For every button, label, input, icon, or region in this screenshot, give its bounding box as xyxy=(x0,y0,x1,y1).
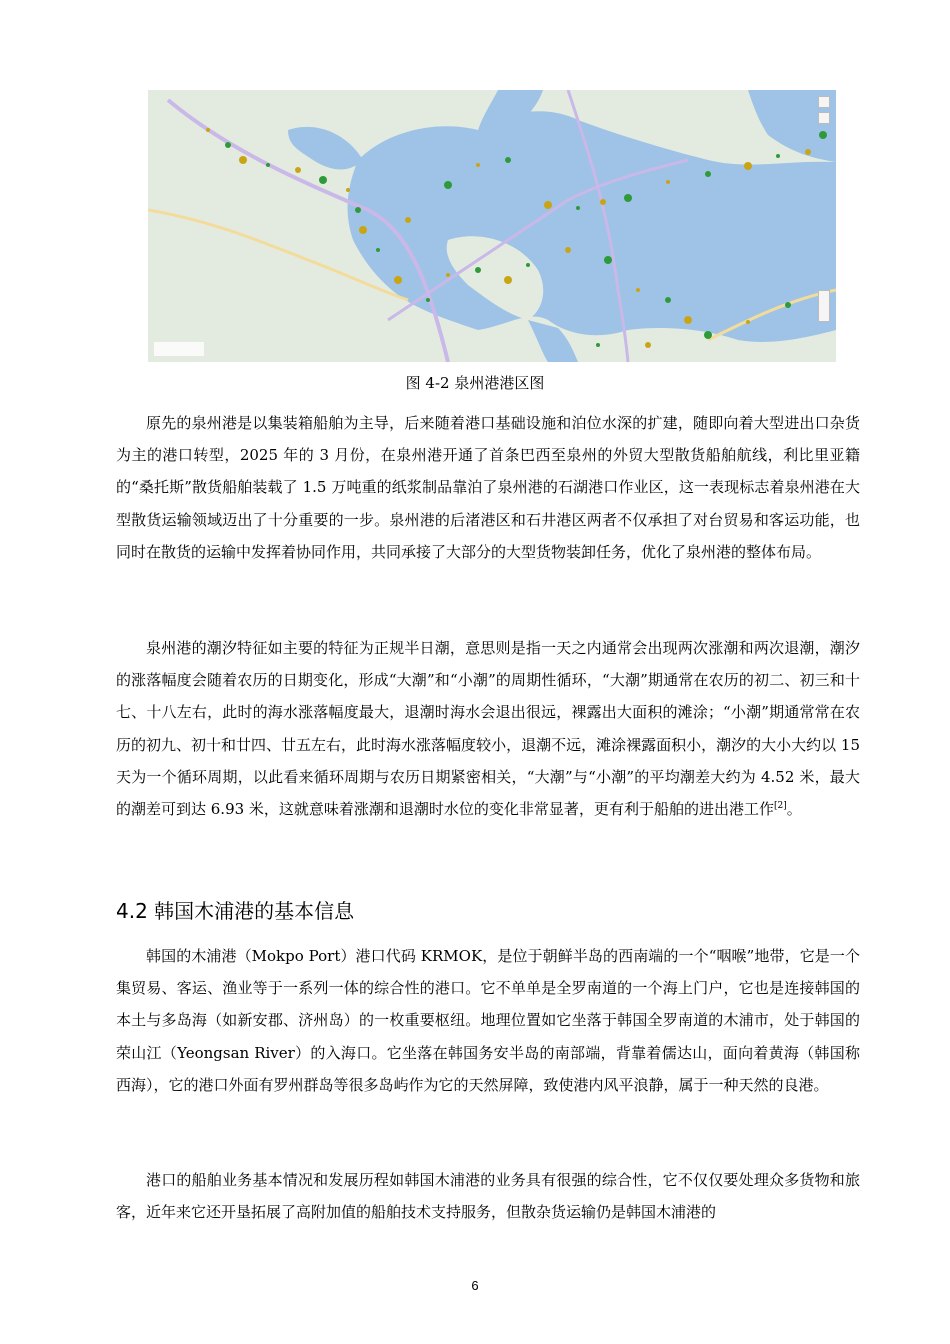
ship-marker xyxy=(665,297,671,303)
ship-marker xyxy=(785,302,791,308)
ship-marker xyxy=(426,298,430,302)
ship-marker xyxy=(295,167,301,173)
ship-marker xyxy=(319,176,327,184)
ship-marker xyxy=(475,267,481,273)
ship-marker xyxy=(346,188,350,192)
ship-marker xyxy=(446,273,450,277)
figure-caption: 图 4-2 泉州港港区图 xyxy=(405,374,545,392)
paragraph-1: 原先的泉州港是以集装箱船舶为主导，后来随着港口基础设施和泊位水深的扩建，随即向着大型进出口杂货为主的港口转型，2025 年的 3 月份，在泉州港开通了首条巴西至泉州的外贸大型散货船舶航线，利比里亚籍的“桑托斯”散货船舶装载了 1.5 万吨重的纸浆制品靠泊了泉州港的石湖港口作业区，这一表现标志着泉州港在大型散货运输领域迈出了十分重要的一步。泉州港的后渚港区和石井港区两者不仅承担了对台贸易和客运功能，也同时在散货的运输中发挥着协同作用，共同承接了大部分的大型货物装卸任务，优化了泉州港的整体布局。 xyxy=(116,414,860,561)
paragraph-3: 韩国的木浦港（Mokpo Port）港口代码 KRMOK，是位于朝鲜半岛的西南端的一个“咽喉”地带，它是一个集贸易、客运、渔业等于一系列一体的综合性的港口。它不单单是全罗南道的一个海上门户，它也是连接韩国的本土与多岛海（如新安郡、济州岛）的一枚重要枢纽。地理位置如它坐落于韩国全罗南道的木浦市，处于韩国的荣山江（Yeongsan River）的入海口。它坐落在韩国务安半岛的南部端，背靠着儒达山，面向着黄海（韩国称西海），它的港口外面有罗州群岛等很多岛屿作为它的天然屏障，致使港内风平浪静，属于一种天然的良港。 xyxy=(116,947,860,1094)
section-title: 4.2 韩国木浦港的基本信息 xyxy=(116,899,355,923)
ship-marker xyxy=(744,162,752,170)
ship-marker xyxy=(776,154,780,158)
quanzhou-port-map xyxy=(148,90,836,362)
ship-marker xyxy=(746,320,750,324)
map-scale-bar xyxy=(154,342,204,356)
paragraph-2-end: 。 xyxy=(786,800,802,819)
ship-marker xyxy=(704,331,712,339)
map-tool-control[interactable] xyxy=(818,290,830,322)
ship-marker xyxy=(405,217,411,223)
ship-marker xyxy=(505,157,511,163)
ship-marker xyxy=(444,181,452,189)
ship-marker xyxy=(604,256,612,264)
zoom-in-control[interactable] xyxy=(818,96,830,108)
ship-marker xyxy=(596,343,600,347)
ship-marker xyxy=(636,288,640,292)
ship-marker xyxy=(666,180,670,184)
ship-marker xyxy=(355,207,361,213)
ship-marker xyxy=(225,142,231,148)
paragraph-2-text: 泉州港的潮汐特征如主要的特征为正规半日潮，意思则是指一天之内通常会出现两次涨潮和两次退潮，潮汐的涨落幅度会随着农历的日期变化，形成“大潮”和“小潮”的周期性循环，“大潮”期通常在农历的初二、初三和十七、十八左右，此时的海水涨落幅度最大，退潮时海水会退出很远，裸露出大面积的滩涂；“小潮”期通常常在农历的初九、初十和廿四、廿五左右，此时海水涨落幅度较小，退潮不远，滩涂裸露面积小，潮汐的大小大约以 15 天为一个循环周期，以此看来循环周期与农历日期紧密相关，“大潮”与“小潮”的平均潮差大约为 4.52 米，最大的潮差可到达 6.93 米，这就意味着涨潮和退潮时水位的变化非常显著，更有利于船舶的进出港工作 xyxy=(116,639,861,819)
citation-ref[interactable]: [2] xyxy=(773,801,787,812)
ship-marker xyxy=(376,248,380,252)
ship-marker xyxy=(504,276,512,284)
ship-marker xyxy=(819,131,827,139)
paragraph-4: 港口的船舶业务基本情况和发展历程如韩国木浦港的业务具有很强的综合性，它不仅仅要处理众多货物和旅客，近年来它还开垦拓展了高附加值的船舶技术支持服务，但散杂货运输仍是韩国木浦港的 xyxy=(116,1171,860,1222)
page-number: 6 xyxy=(471,1278,479,1293)
ship-marker xyxy=(359,226,367,234)
zoom-out-control[interactable] xyxy=(818,112,830,124)
ship-marker xyxy=(544,201,552,209)
ship-marker xyxy=(576,206,580,210)
ship-marker xyxy=(526,263,530,267)
ship-marker xyxy=(206,128,210,132)
ship-marker xyxy=(239,156,247,164)
ship-marker xyxy=(805,149,811,155)
ship-marker xyxy=(565,247,571,253)
ship-marker xyxy=(266,163,270,167)
ship-marker xyxy=(394,276,402,284)
ship-marker xyxy=(684,316,692,324)
ship-marker xyxy=(705,171,711,177)
ship-marker xyxy=(645,342,651,348)
ship-marker xyxy=(624,194,632,202)
paragraph-2 xyxy=(116,632,860,825)
ship-marker xyxy=(600,199,606,205)
port-map-figure xyxy=(148,90,836,362)
ship-marker xyxy=(476,163,480,167)
